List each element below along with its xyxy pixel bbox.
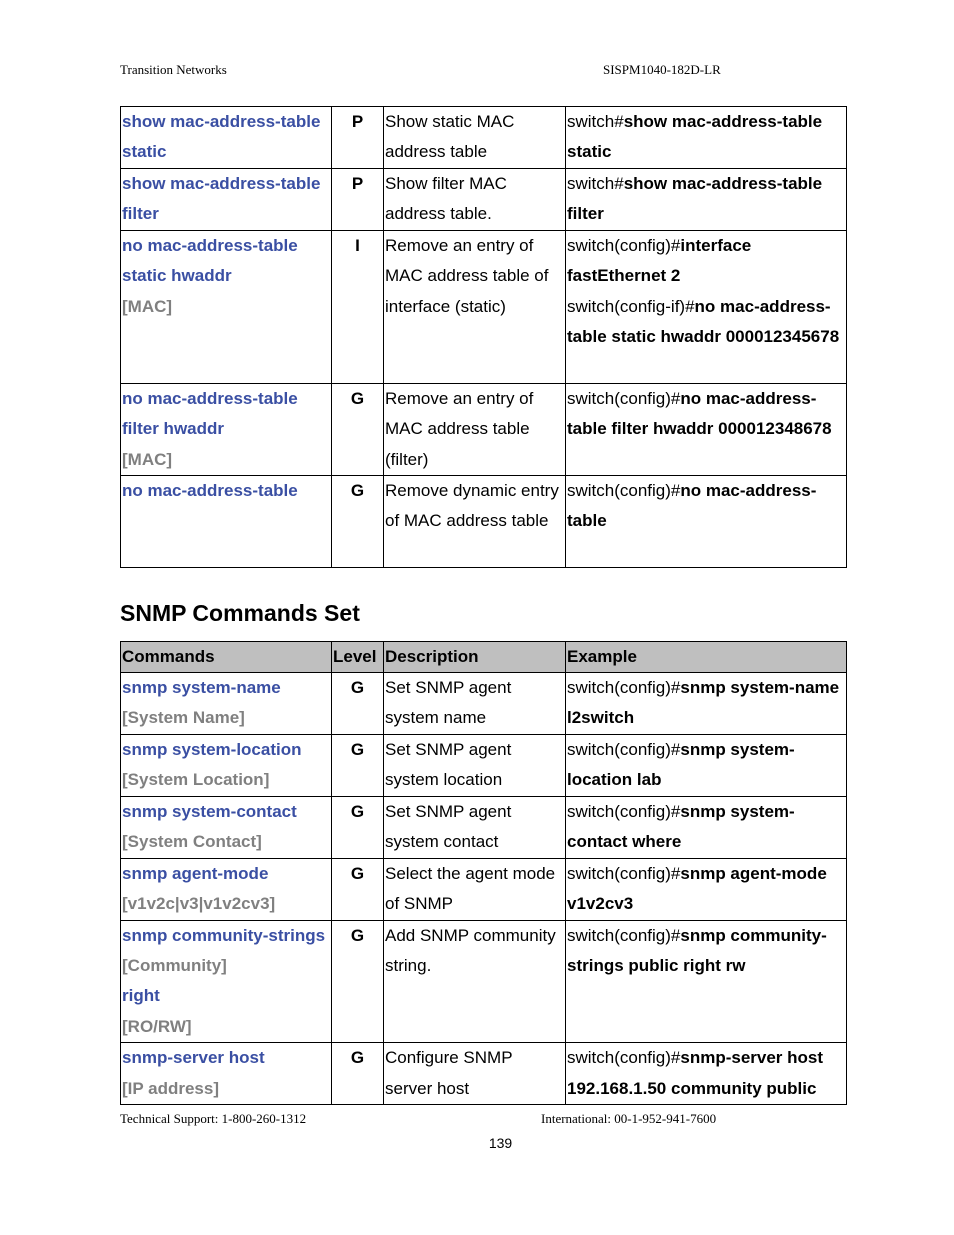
command-cell xyxy=(121,858,332,920)
snmp-command-table xyxy=(120,641,847,1105)
mac-command-table xyxy=(120,106,847,568)
level-cell: G xyxy=(332,858,384,920)
command-name: no mac-address-table filter hwaddr xyxy=(122,388,298,439)
table-row xyxy=(121,1043,847,1105)
command-cell xyxy=(121,673,332,735)
table-row xyxy=(121,796,847,858)
table-row xyxy=(121,230,847,383)
command-param: [MAC] xyxy=(122,449,173,469)
table-row xyxy=(121,383,847,475)
command-cell xyxy=(121,796,332,858)
command-name: snmp community-strings xyxy=(122,925,326,945)
example-cell xyxy=(566,383,847,475)
example-command: snmp-server host 192.168.1.50 community public xyxy=(567,1048,824,1098)
level-cell: G xyxy=(332,734,384,796)
example-command: no mac-address-table static hwaddr 000012345678 xyxy=(567,296,840,347)
example-cell xyxy=(566,734,847,796)
command-param: [System Name] xyxy=(122,708,245,728)
example-cell xyxy=(566,673,847,735)
description-cell: Remove an entry of MAC address table (filter) xyxy=(384,383,566,475)
level-cell: G xyxy=(332,1043,384,1105)
command-name: snmp agent-mode xyxy=(122,863,269,883)
table-row xyxy=(121,920,847,1043)
description-cell: Set SNMP agent system location xyxy=(384,734,566,796)
page-number: 139 xyxy=(488,1135,513,1151)
example-command: snmp system-name l2switch xyxy=(567,678,840,728)
section-title: SNMP Commands Set xyxy=(120,600,360,626)
example-prompt: switch(config)# xyxy=(567,1048,681,1068)
table-row xyxy=(121,858,847,920)
example-command: snmp community-strings public right rw xyxy=(567,925,827,976)
description-cell: Set SNMP agent system name xyxy=(384,673,566,735)
example-command: snmp system-contact where xyxy=(567,801,795,852)
level-cell: G xyxy=(332,476,384,568)
table-row xyxy=(121,673,847,735)
command-cell xyxy=(121,476,332,568)
example-command: no mac-address-table xyxy=(567,481,817,531)
example-cell xyxy=(566,230,847,383)
level-cell: G xyxy=(332,796,384,858)
description-cell: Remove an entry of MAC address table of interface (static) xyxy=(384,230,566,383)
example-prompt: switch(config)# xyxy=(567,235,681,255)
column-header-example: Example xyxy=(566,642,847,673)
command-param: [Community] xyxy=(122,956,227,976)
command-name: show mac-address-table filter xyxy=(122,174,321,224)
description-cell: Show static MAC address table xyxy=(384,107,566,169)
example-command: snmp system-location lab xyxy=(567,739,795,790)
command-name: snmp system-contact xyxy=(122,801,297,821)
description-cell: Add SNMP community string. xyxy=(384,920,566,1043)
table-header-row xyxy=(121,642,847,673)
command-cell xyxy=(121,230,332,383)
command-param: [System Location] xyxy=(122,770,270,790)
example-cell xyxy=(566,169,847,231)
description-cell: Configure SNMP server host xyxy=(384,1043,566,1105)
level-cell: G xyxy=(332,673,384,735)
command-cell xyxy=(121,734,332,796)
command-name: no mac-address-table static hwaddr xyxy=(122,235,298,286)
command-param: [v1v2c|v3|v1v2cv3] xyxy=(122,894,276,914)
example-cell xyxy=(566,858,847,920)
example-command: show mac-address-table static xyxy=(567,112,823,162)
table-row xyxy=(121,476,847,568)
level-cell: P xyxy=(332,169,384,231)
example-prompt: switch# xyxy=(567,174,624,193)
column-header-level: Level xyxy=(332,642,384,673)
example-prompt: switch(config-if)# xyxy=(567,296,695,316)
example-prompt: switch(config)# xyxy=(567,863,681,883)
level-cell: G xyxy=(332,383,384,475)
command-param: [RO/RW] xyxy=(122,1016,192,1036)
header-left: Transition Networks xyxy=(120,62,227,77)
example-prompt: switch(config)# xyxy=(567,388,681,408)
command-name: snmp system-location xyxy=(122,739,302,759)
example-prompt: switch(config)# xyxy=(567,481,681,501)
footer-support: Technical Support: 1-800-260-1312 xyxy=(120,1111,307,1126)
example-command: no mac-address-table filter hwaddr 000012348678 xyxy=(567,388,832,439)
command-param: [MAC] xyxy=(122,296,173,316)
command-name: show mac-address-table static xyxy=(122,112,321,162)
command-cell xyxy=(121,107,332,169)
example-cell xyxy=(566,107,847,169)
command-cell xyxy=(121,1043,332,1105)
table-row xyxy=(121,734,847,796)
description-cell: Set SNMP agent system contact xyxy=(384,796,566,858)
level-cell: I xyxy=(332,230,384,383)
footer-international: International: 00-1-952-941-7600 xyxy=(541,1111,717,1126)
column-header-description: Description xyxy=(384,642,566,673)
description-cell: Select the agent mode of SNMP xyxy=(384,858,566,920)
example-command: show mac-address-table filter xyxy=(567,174,823,224)
command-name: snmp system-name xyxy=(122,678,281,697)
example-prompt: switch(config)# xyxy=(567,925,681,945)
table-row xyxy=(121,107,847,169)
level-cell: P xyxy=(332,107,384,169)
header-right: SISPM1040-182D-LR xyxy=(603,62,721,77)
command-cell xyxy=(121,169,332,231)
example-prompt: switch(config)# xyxy=(567,801,681,821)
example-prompt: switch(config)# xyxy=(567,739,681,759)
command-param: [System Contact] xyxy=(122,832,262,852)
command-param: [IP address] xyxy=(122,1078,220,1098)
command-cell xyxy=(121,920,332,1043)
example-cell xyxy=(566,1043,847,1105)
description-cell: Show filter MAC address table. xyxy=(384,169,566,231)
table-row xyxy=(121,169,847,231)
example-command: snmp agent-mode v1v2cv3 xyxy=(567,863,827,914)
command-name: snmp-server host xyxy=(122,1048,265,1068)
level-cell: G xyxy=(332,920,384,1043)
example-command: interface fastEthernet 2 xyxy=(567,235,752,286)
example-cell xyxy=(566,920,847,1043)
column-header-commands: Commands xyxy=(121,642,332,673)
example-prompt: switch# xyxy=(567,112,624,131)
description-cell: Remove dynamic entry of MAC address table xyxy=(384,476,566,568)
command-name: right xyxy=(122,986,160,1006)
example-prompt: switch(config)# xyxy=(567,678,681,697)
command-name: no mac-address-table xyxy=(122,481,298,501)
example-cell xyxy=(566,476,847,568)
example-cell xyxy=(566,796,847,858)
command-cell xyxy=(121,383,332,475)
